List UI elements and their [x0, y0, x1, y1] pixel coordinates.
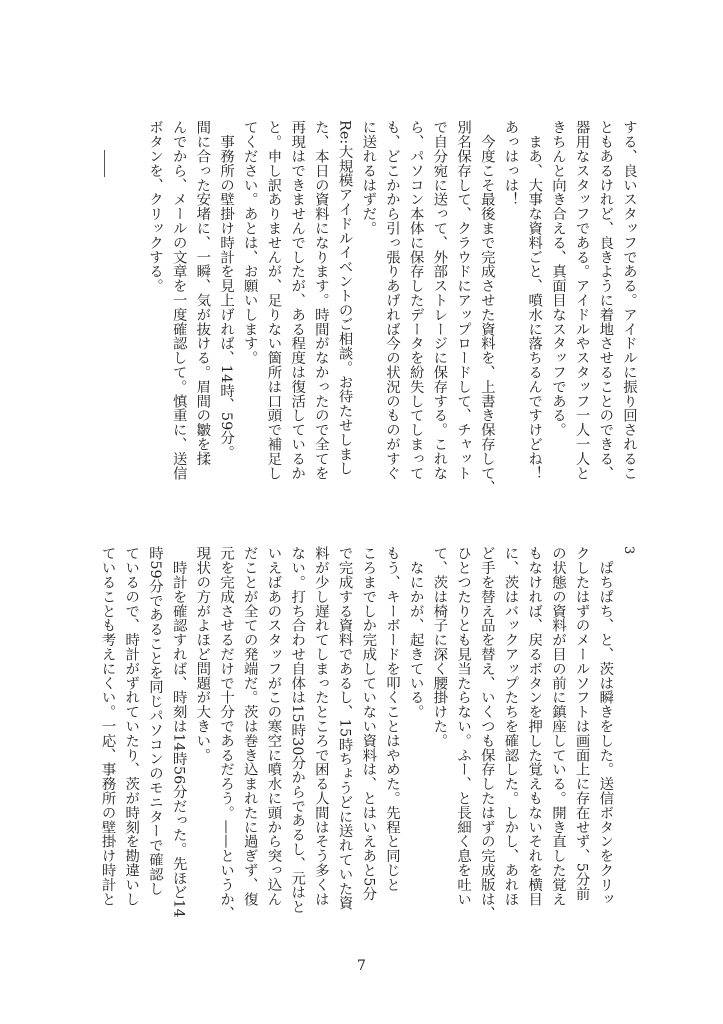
bottom-text-block — [95, 546, 640, 921]
text-line: ていることも考えにくい。一応、事務所の壁掛け時計と — [99, 546, 116, 906]
text-line: クしたはずのメールソフトは画面上に存在せず、5分前 — [573, 546, 590, 901]
text-line: もう、キーボードを叩くことはやめた。先程と同じと — [383, 546, 400, 892]
text-line: ているので、時計がずれていたり、茨が時刻を勘違いし — [123, 546, 140, 906]
text-line: ころまでしか完成していない資料は、とはいえあと5分 — [360, 546, 377, 901]
text-line: だことが全ての発端だ。茨は巻き込まれたに過ぎず、復 — [241, 546, 258, 906]
text-line: あっはっは！ — [502, 120, 519, 207]
text-line: 元を完成させるだけで十分であるだろう。——というか、 — [218, 546, 235, 921]
text-line: の状態の資料が目の前に鎮座している。開き直した覚え — [549, 546, 566, 906]
text-line: 間に合った安堵に、一瞬、気が抜ける。眉間の皺を揉 — [194, 120, 211, 466]
text-line: と。申し訳ありませんが、足りない箇所は口頭で補足し — [265, 120, 282, 480]
text-line: もなければ、戻るボタンを押した覚えもないそれを横目 — [526, 546, 543, 906]
scene-break-rule — [104, 150, 105, 177]
text-line: んでから、メールの文章を一度確認して。慎重に、送信 — [170, 120, 187, 480]
text-line: ともあるけれど、良きように着地させることのできる、 — [597, 120, 614, 480]
text-line: する、良いスタッフである。アイドルに振り回されるこ — [621, 120, 637, 480]
text-line: ら、パソコン本体に保存したデータを紛失してしまって — [407, 120, 424, 480]
text-line: に送れるはずだ。 — [360, 120, 377, 236]
text-line: きちんと向き合える、真面目なスタッフである。 — [549, 120, 566, 437]
text-line: Re:大規模アイドルイベントのご相談。お待たせしまし — [336, 120, 353, 476]
section-number: 3 — [621, 546, 636, 555]
text-line: なにかが、起きている。 — [407, 546, 424, 719]
text-line: ボタンを、クリックする。 — [146, 120, 163, 293]
text-line: も、どこかから引っ張りあげれば今の状況のものがすぐ — [383, 120, 400, 480]
text-line: てください。あとは、お願いします。 — [241, 120, 258, 365]
text-line: ぱちぱち、と、茨は瞬きをした。送信ボタンをクリッ — [597, 546, 614, 906]
page-number: 7 — [357, 958, 366, 974]
text-line: 時59分であることを同じパソコンのモニターで確認し — [146, 546, 163, 896]
text-line: に、茨はバックアップたちを確認した。しかし、あれほ — [502, 546, 519, 906]
text-line: ひとつたりとも見当たらない。ふー、と長細く息を吐い — [455, 546, 472, 906]
text-line: て、茨は椅子に深く腰掛けた。 — [431, 546, 448, 748]
text-line: 再現はできませんでしたが、ある程度は復活しているか — [289, 120, 306, 480]
text-line: まあ、大事な資料ごと、噴水に落ちるんですけどね！ — [526, 120, 543, 480]
text-line: 今度こそ最後まで完成させた資料を、上書き保存して、 — [478, 120, 495, 495]
text-line: で自分宛に送って、外部ストレージに保存する。これな — [431, 120, 448, 480]
text-line: で完成する資料であるし、15時ちょうどに送れていた資 — [336, 546, 353, 910]
text-line: 料が少し遅れてしまったところで困る人間はそう多くは — [312, 546, 329, 906]
text-line: ど手を替え品を替え、いくつも保存したはずの完成版は、 — [478, 546, 495, 921]
text-line: 別名保存して、クラウドにアップロードして、チャット — [455, 120, 472, 480]
text-line: ない。打ち合わせ自体は15時30分からであるし、元はと — [289, 546, 306, 914]
text-line: 現状の方がよほど問題が大きい。 — [194, 546, 211, 762]
top-text-block — [142, 120, 640, 495]
text-line: いえばあのスタッフがこの寒空に噴水に頭から突っ込ん — [265, 546, 282, 906]
text-line: 器用なスタッフである。アイドルやスタッフ一人一人と — [573, 120, 590, 480]
text-line: た、本日の資料になります。時間がなかったので全てを — [312, 120, 329, 480]
text-line: 事務所の壁掛け時計を見上げれば、14時、59分。 — [218, 120, 235, 460]
text-line: 時計を確認すれば、時刻は14時56分だった。先ほど14 — [170, 546, 187, 918]
